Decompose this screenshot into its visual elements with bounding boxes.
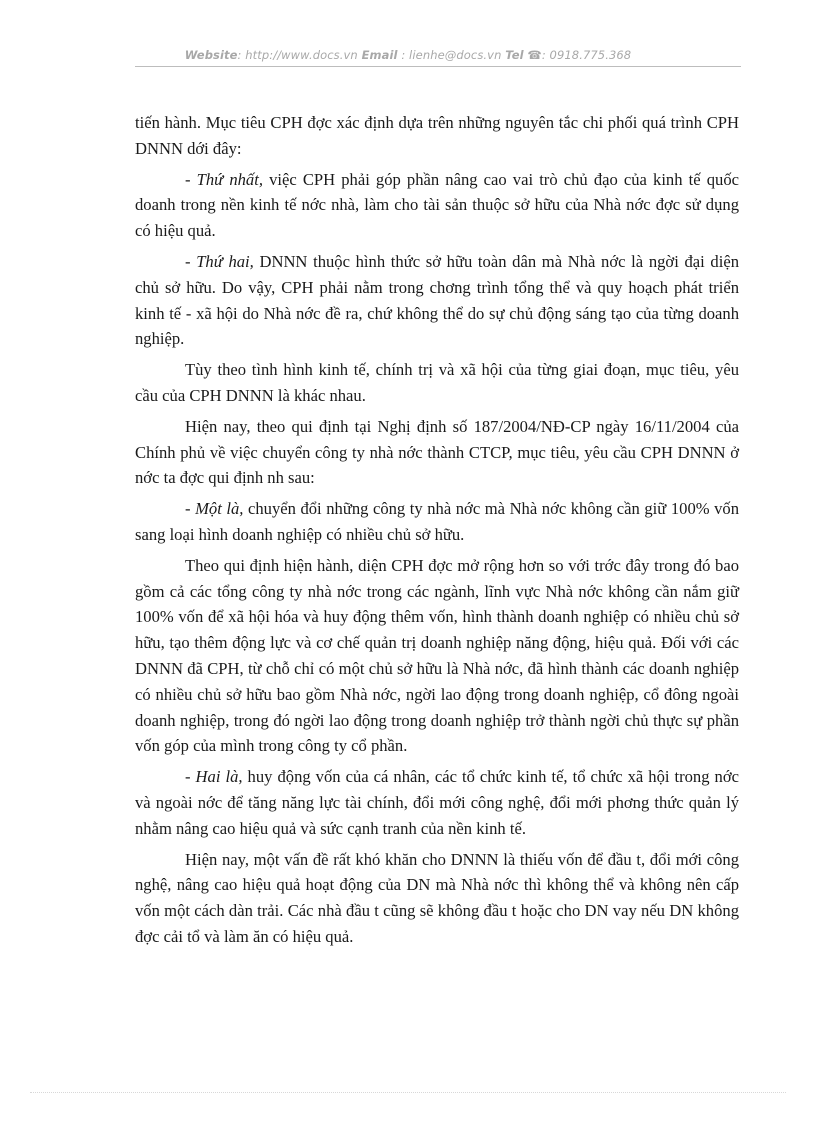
- page-header: [0, 48, 816, 62]
- paragraph-text: huy động vốn của cá nhân, các tổ chức kinh tế, tổ chức xã hội trong nớc và ngoài nớc để tăng năng lực tài chính, đổi mới công nghệ, đổi mới phơng thức quản lý nhằm nâng cao hiệu quả và sức cạnh tranh của nền kinh tế.: [135, 767, 739, 838]
- paragraph: [135, 496, 739, 548]
- paragraph: [135, 357, 739, 409]
- paragraph: [135, 167, 739, 244]
- website-value: : http://www.docs.vn: [237, 48, 358, 62]
- paragraph: [135, 553, 739, 759]
- email-label: Email: [361, 48, 398, 62]
- paragraph-lead: - Thứ nhất,: [185, 169, 263, 189]
- paragraph-text: chuyển đổi những công ty nhà nớc mà Nhà nớc không cần giữ 100% vốn sang loại hình doanh nghiệp có nhiều chủ sở hữu.: [135, 499, 740, 544]
- email-value: : lienhe@docs.vn: [397, 48, 502, 62]
- tel-value: ☎: 0918.775.368: [523, 48, 632, 62]
- paragraph-text: Tùy theo tình hình kinh tế, chính trị và xã hội của từng giai đoạn, mục tiêu, yêu cầu của CPH DNNN là khác nhau.: [135, 360, 739, 405]
- paragraph-text: Theo qui định hiện hành, diện CPH đợc mở rộng hơn so với trớc đây trong đó bao gồm cả các tổng công ty nhà nớc trong các ngành, lĩnh vực Nhà nớc không cần nắm giữ 100% vốn để xã hội hóa và huy động thêm vốn, hình thành doanh nghiệp có nhiều chủ sở hữu, tạo thêm động lực và cơ chế quản trị doanh nghiệp năng động, hiệu quả. Đối với các DNNN đã CPH, từ chỗ chỉ có một chủ sở hữu là Nhà nớc, đã hình thành các doanh nghiệp có nhiều chủ sở hữu bao gồm Nhà nớc, ngời lao động trong doanh nghiệp, cổ đông ngoài doanh nghiệp, trong đó ngời lao động trong doanh nghiệp trở thành ngời chủ thực sự phần vốn góp của mình trong công ty cổ phần.: [135, 555, 739, 756]
- paragraph-lead: - Một là,: [185, 499, 244, 519]
- paragraph-text: tiến hành. Mục tiêu CPH đợc xác định dựa trên những nguyên tắc chi phối quá trình CPH DNNN dới đây:: [135, 113, 739, 158]
- website-label: Website: [184, 48, 238, 62]
- paragraph: [135, 414, 739, 491]
- paragraph: [135, 249, 739, 352]
- footer-divider: [30, 1092, 786, 1093]
- paragraph-lead: - Thứ hai,: [185, 251, 254, 271]
- tel-label: Tel: [505, 48, 524, 62]
- paragraph-lead: - Hai là,: [185, 767, 243, 787]
- header-divider: [135, 66, 741, 67]
- paragraph-text: việc CPH phải góp phần nâng cao vai trò chủ đạo của kinh tế quốc doanh trong nền kinh tế nớc nhà, làm cho tài sản thuộc sở hữu của Nhà nớc đợc sử dụng có hiệu quả.: [135, 169, 739, 241]
- paragraph: [135, 110, 739, 162]
- paragraph-text: DNNN thuộc hình thức sở hữu toàn dân mà Nhà nớc là ngời đại diện chủ sở hữu. Do vậy, CPH phải nằm trong chơng trình tổng thể và quy hoạch phát triển kinh tế - xã hội do Nhà nớc đề ra, chứ không thể do sự chủ động sáng tạo của từng doanh nghiệp.: [135, 251, 739, 349]
- paragraph-text: Hiện nay, một vấn đề rất khó khăn cho DNNN là thiếu vốn để đầu t, đổi mới công nghệ, nâng cao hiệu quả hoạt động của DN mà Nhà nớc thì không thể và không nên cấp vốn một cách dàn trải. Các nhà đầu t cũng sẽ không đầu t hoặc cho DN vay nếu DN không đợc cải tổ và làm ăn có hiệu quả.: [135, 849, 739, 946]
- paragraph: [135, 847, 739, 950]
- document-body: [135, 110, 739, 955]
- paragraph: [135, 764, 739, 841]
- paragraph-text: Hiện nay, theo qui định tại Nghị định số 187/2004/NĐ-CP ngày 16/11/2004 của Chính phủ về việc chuyển công ty nhà nớc thành CTCP, mục tiêu, yêu cầu CPH DNNN ở nớc ta đợc qui định nh sau:: [135, 416, 739, 488]
